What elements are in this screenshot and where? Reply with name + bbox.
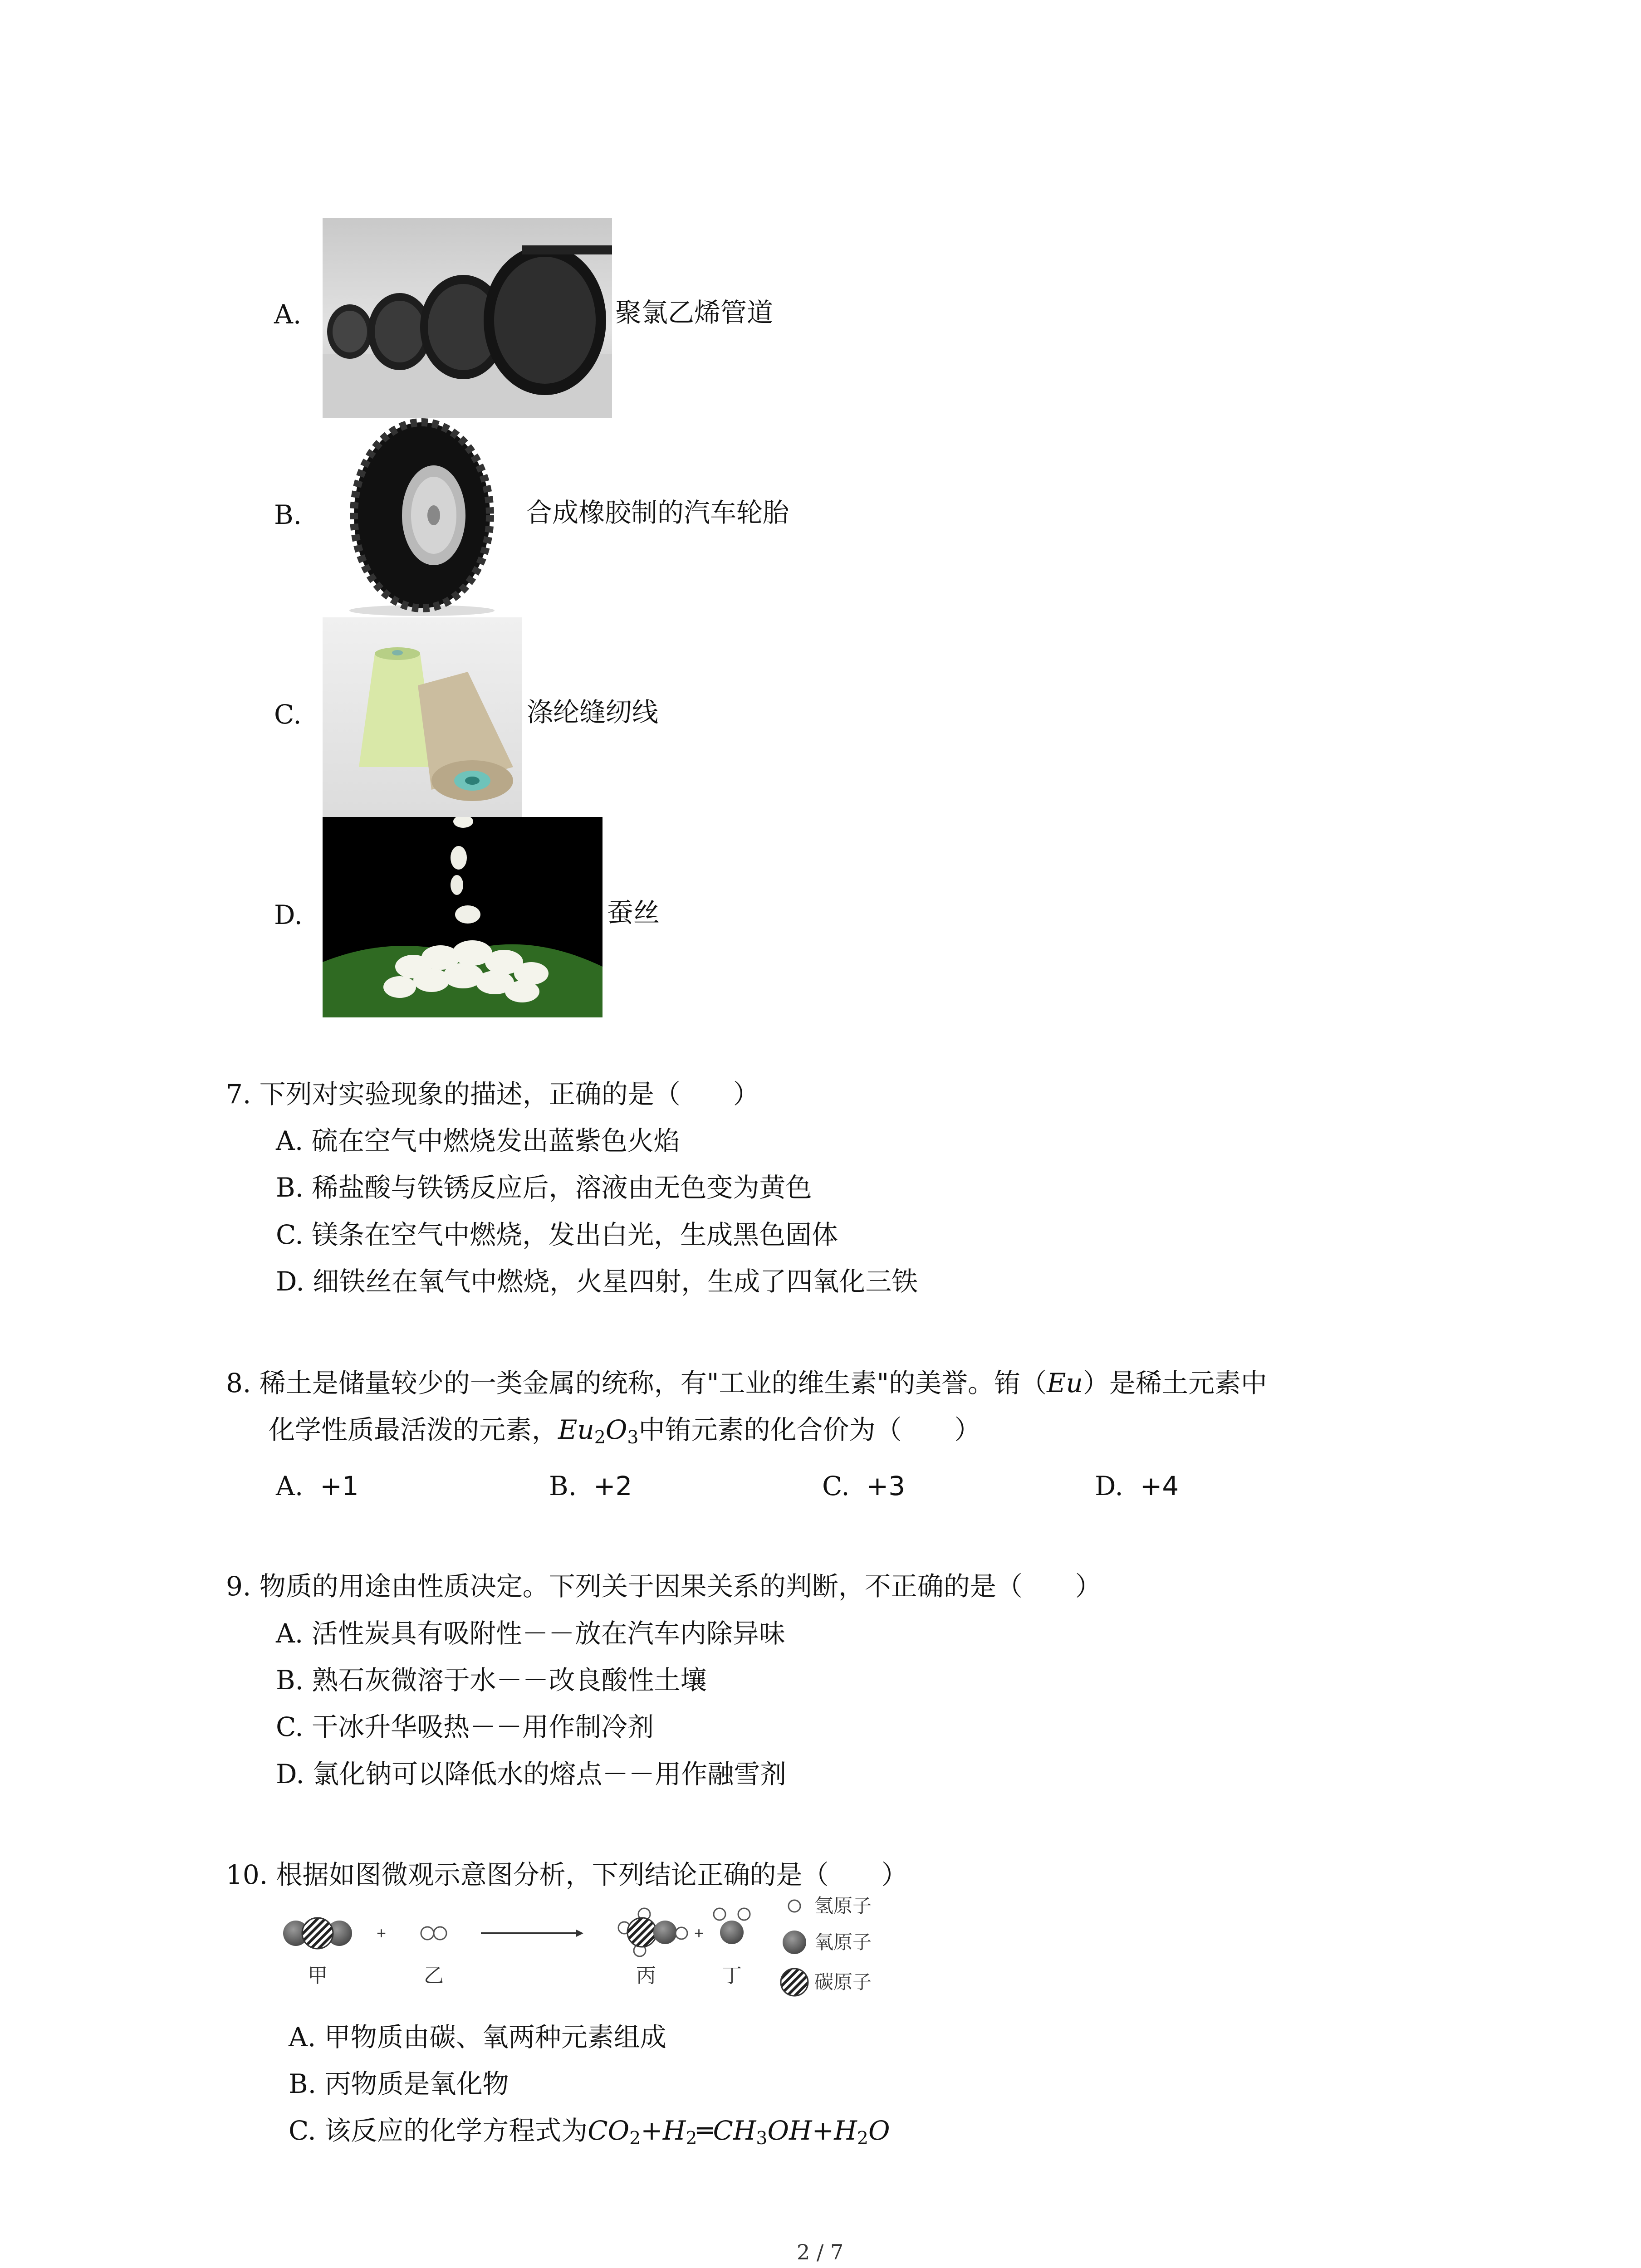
q6-option-b-letter: B. [274,499,302,530]
car-tire-photo-icon [323,418,521,617]
q7-option-c: C. 镁条在空气中燃烧，发出白光，生成黑色固体 [276,1219,838,1250]
legend-carbon-icon [781,1969,808,1996]
q8-option-d: D. +4 [1095,1471,1179,1501]
q9-stem: 9. 物质的用途由性质决定。下列关于因果关系的判断，不正确的是（ ） [226,1571,1102,1602]
label-jia: 甲 [308,1965,328,1987]
q10-option-c-prefix: C. 该反应的化学方程式为 [289,2115,588,2146]
thread-spools-photo-icon [323,617,522,817]
q9-option-c: C. 干冰升华吸热－－用作制冷剂 [276,1711,654,1742]
q10-option-a: A. 甲物质由碳、氧两种元素组成 [289,2022,666,2053]
q7-option-a: A. 硫在空气中燃烧发出蓝紫色火焰 [276,1125,680,1156]
q7-stem: 7. 下列对实验现象的描述，正确的是（ ） [226,1079,759,1110]
q8-stem-line2-a: 化学性质最活泼的元素， [269,1414,558,1445]
molecule-ding-icon [714,1908,750,1944]
molecule-yi-icon [421,1927,446,1940]
silkworm-cocoons-photo-icon [323,817,603,1017]
q10-option-c: C. 该反应的化学方程式为$CO_2+H_2═CH_3OH+H_2O$ [289,2115,890,2149]
legend-hydrogen-icon [789,1900,800,1912]
q9-option-a: A. 活性炭具有吸附性－－放在汽车内除异味 [276,1618,785,1649]
q6-option-d-caption: 蚕丝 [607,897,660,928]
page-number: 2 / 7 [797,2240,844,2264]
q7-option-b: B. 稀盐酸与铁锈反应后，溶液由无色变为黄色 [276,1172,812,1203]
q6-option-a-caption: 聚氯乙烯管道 [615,297,774,328]
legend-oxygen-icon [783,1931,806,1954]
q8-formula-eu: Eu [558,1414,594,1445]
q8-formula-o: O [605,1414,627,1445]
reaction-diagram [281,1892,962,2000]
legend [781,1895,872,1996]
q8-sub-2: 2 [594,1427,606,1448]
q10-stem: 10. 根据如图微观示意图分析，下列结论正确的是（ ） [226,1859,908,1890]
q8-stem-line2-b: 中铕元素的化合价为（ ） [638,1414,981,1445]
molecule-bing-icon [618,1908,687,1956]
label-bing: 丙 [636,1965,656,1987]
label-ding: 丁 [722,1965,742,1987]
label-yi: 乙 [424,1965,444,1987]
q6-option-c-caption: 涤纶缝纫线 [527,697,659,728]
q8-stem-line1-b: ）是稀土元素中 [1083,1368,1267,1398]
q8-option-c: C. +3 [822,1471,906,1501]
q6-option-a-letter: A. [274,299,302,330]
legend-oxygen: 氧原子 [814,1931,872,1953]
reaction-arrow-icon [481,1930,583,1937]
q8-stem-line1-a: 8. 稀土是储量较少的一类金属的统称，有"工业的维生素"的美誉。铕（ [226,1368,1047,1398]
q8-option-b: B. +2 [549,1471,632,1501]
plus-1: + [377,1924,387,1942]
q8-stem-line1 [226,1370,1267,1396]
q9-option-d: D. 氯化钠可以降低水的熔点－－用作融雪剂 [276,1759,787,1789]
q7-option-d: D. 细铁丝在氧气中燃烧，火星四射，生成了四氧化三铁 [276,1266,918,1297]
q8-sub-3: 3 [627,1427,639,1448]
q10-option-b: B. 丙物质是氧化物 [289,2068,509,2099]
plus-2: + [694,1924,704,1942]
q6-option-c-letter: C. [274,699,302,730]
legend-hydrogen: 氢原子 [814,1895,872,1916]
q8-eu: Eu [1047,1368,1083,1398]
pvc-pipes-photo-icon [323,218,612,418]
q8-stem-line2 [269,1414,981,1448]
q6-option-d-letter: D. [274,899,303,930]
q9-option-b: B. 熟石灰微溶于水－－改良酸性土壤 [276,1665,707,1696]
molecule-jia-icon [283,1918,352,1949]
legend-carbon: 碳原子 [814,1971,872,1993]
q6-option-b-caption: 合成橡胶制的汽车轮胎 [526,497,789,528]
q8-option-a: A. +1 [276,1471,359,1501]
